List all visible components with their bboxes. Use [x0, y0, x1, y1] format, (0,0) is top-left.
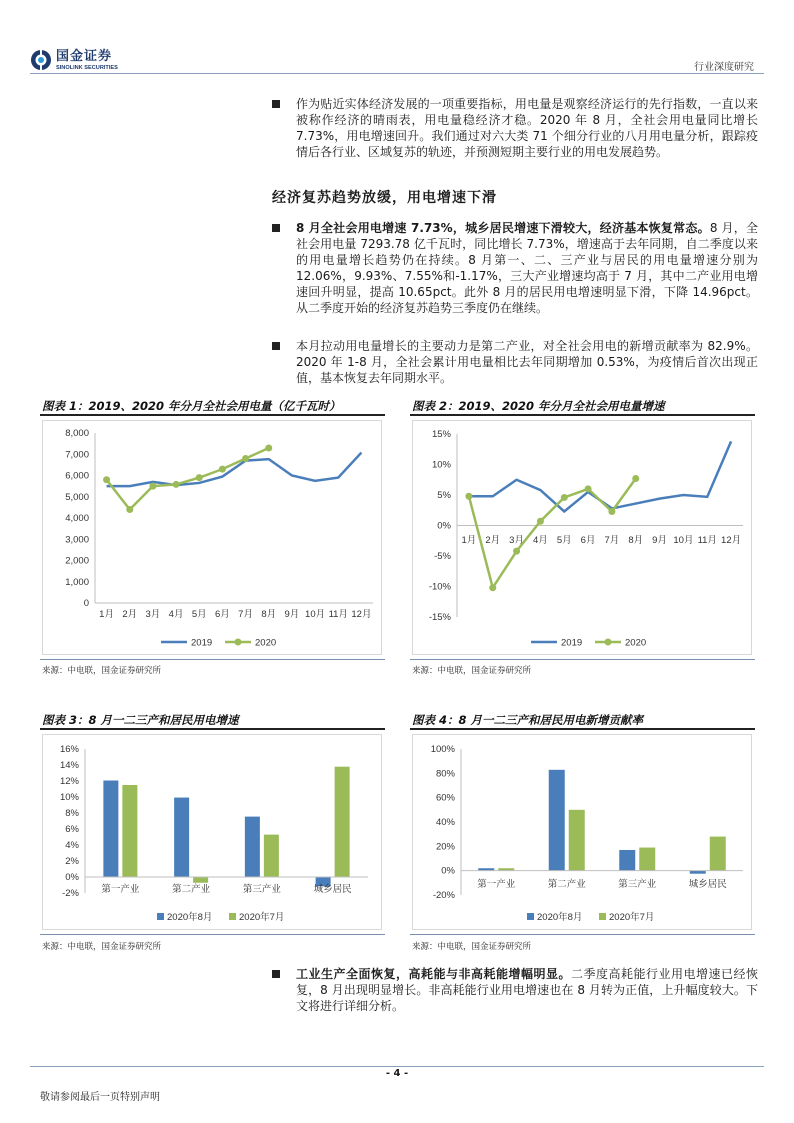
chart3-title: 图表 3：8 月一二三产和居民用电增速 — [42, 713, 239, 727]
bar-2020年8月 — [103, 781, 118, 877]
bar-2020年7月 — [639, 848, 655, 871]
bullet-icon — [272, 342, 280, 350]
y-tick-label: 1,000 — [65, 576, 89, 588]
data-point — [126, 506, 133, 513]
legend-marker — [605, 639, 612, 646]
bar-2020年7月 — [122, 785, 137, 877]
bar-2020年7月 — [264, 835, 279, 877]
x-tick-label: 12月 — [721, 535, 742, 546]
legend-swatch — [157, 913, 164, 920]
y-tick-label: -10% — [428, 581, 451, 593]
x-tick-label: 7月 — [604, 535, 620, 546]
bar-2020年7月 — [193, 877, 208, 883]
y-tick-label: 0% — [437, 520, 451, 532]
y-tick-label: 0 — [83, 598, 89, 609]
legend-label: 2020年8月 — [537, 912, 583, 923]
y-tick-label: 14% — [59, 760, 79, 771]
y-tick-label: 15% — [431, 429, 451, 440]
x-tick-label: 10月 — [305, 609, 326, 620]
company-logo — [30, 44, 150, 76]
y-tick-label: 80% — [435, 768, 455, 780]
bar-2020年7月 — [335, 767, 350, 877]
data-point — [103, 476, 110, 483]
chart1-title: 图表 1：2019、2020 年分月全社会用电量（亿千瓦时） — [42, 399, 341, 413]
legend-swatch — [229, 913, 236, 920]
x-tick-label: 第二产业 — [172, 884, 211, 895]
chart1-box — [42, 420, 382, 655]
data-point — [632, 475, 639, 482]
legend-swatch — [599, 913, 606, 920]
y-tick-label: 60% — [435, 792, 455, 804]
y-tick-label: 4,000 — [65, 513, 89, 524]
chart3-source: 来源：中电联，国金证券研究所 — [42, 942, 162, 952]
data-point — [513, 548, 520, 555]
chart4-bottom-rule — [410, 934, 755, 935]
point1-bold: 8 月全社会用电增速 7.73%，城乡居民增速下滑较大，经济基本恢复常态。 — [296, 221, 710, 235]
data-point — [149, 483, 156, 490]
y-tick-label: 3,000 — [65, 534, 89, 546]
y-tick-label: 40% — [435, 817, 455, 828]
data-point — [219, 466, 226, 473]
legend-label: 2020年7月 — [239, 912, 285, 923]
y-tick-label: 100% — [430, 744, 455, 755]
logo-cn-text: 国金证券 — [56, 48, 113, 64]
x-tick-label: 6月 — [580, 535, 596, 546]
legend-label: 2020年8月 — [167, 912, 213, 923]
x-tick-label: 5月 — [556, 535, 572, 546]
y-tick-label: 2,000 — [65, 555, 89, 567]
chart3-svg — [43, 735, 383, 931]
y-tick-label: 7,000 — [65, 449, 89, 461]
chart1-svg — [43, 421, 383, 656]
bar-2020年8月 — [619, 850, 635, 871]
x-tick-label: 第一产业 — [101, 884, 140, 895]
y-tick-label: 8% — [65, 808, 79, 819]
data-point — [196, 474, 203, 481]
x-tick-label: 2月 — [485, 535, 501, 546]
y-tick-label: 16% — [59, 744, 79, 755]
y-tick-label: 4% — [65, 840, 79, 851]
bullet-icon — [272, 100, 280, 108]
chart2-top-rule — [410, 414, 755, 416]
report-type: 行业深度研究 — [694, 62, 754, 73]
x-tick-label: 2月 — [122, 609, 138, 620]
x-tick-label: 第二产业 — [547, 879, 586, 890]
data-point — [465, 493, 472, 500]
chart4-box — [412, 734, 752, 930]
chart2-bottom-rule — [410, 659, 755, 660]
y-tick-label: 8,000 — [65, 428, 89, 439]
chart2-box — [412, 420, 752, 655]
x-tick-label: 8月 — [261, 609, 277, 620]
bullet-icon — [272, 970, 280, 978]
data-point — [561, 494, 568, 501]
x-tick-label: 1月 — [99, 609, 114, 620]
data-point — [242, 455, 249, 462]
chart2-svg — [413, 421, 753, 656]
x-tick-label: 11月 — [697, 535, 717, 546]
x-tick-label: 城乡居民 — [313, 884, 352, 895]
y-tick-label: 6% — [65, 824, 79, 835]
x-tick-label: 3月 — [509, 535, 524, 546]
bar-2020年7月 — [569, 810, 585, 871]
y-tick-label: -20% — [432, 890, 455, 901]
y-tick-label: 5,000 — [65, 491, 89, 503]
data-point — [265, 445, 272, 452]
legend-label: 2019 — [561, 637, 583, 649]
chart3-top-rule — [40, 728, 385, 730]
chart3-bottom-rule — [40, 934, 385, 935]
point3-text: 二季度高耗能行业用电增速已经恢复，8 月出现明显增长。非高耗能行业用电增速也在 8 月转为正值，上升幅度较大。下文将进行详细分析。 — [296, 967, 758, 1013]
legend-label: 2020 — [255, 637, 277, 649]
x-tick-label: 4月 — [533, 535, 548, 546]
logo-icon — [30, 49, 52, 71]
bar-2020年7月 — [710, 837, 726, 871]
x-tick-label: 9月 — [284, 609, 300, 620]
x-tick-label: 城乡居民 — [688, 879, 727, 890]
chart1-bottom-rule — [40, 659, 385, 660]
x-tick-label: 5月 — [191, 609, 207, 620]
x-tick-label: 12月 — [351, 609, 372, 620]
x-tick-label: 8月 — [628, 535, 644, 546]
x-tick-label: 第三产业 — [618, 879, 657, 890]
x-tick-label: 7月 — [238, 609, 253, 620]
x-tick-label: 6月 — [215, 609, 230, 620]
series-line-2019 — [107, 453, 362, 487]
y-tick-label: 12% — [59, 776, 79, 787]
data-point — [173, 481, 180, 488]
y-tick-label: 5% — [437, 490, 451, 501]
bar-2020年8月 — [245, 817, 260, 877]
bar-2020年8月 — [174, 798, 189, 877]
chart1-source: 来源：中电联，国金证券研究所 — [42, 666, 162, 676]
y-tick-label: 20% — [435, 841, 455, 853]
page-number: - 4 - — [385, 1068, 409, 1079]
y-tick-label: -5% — [434, 551, 451, 562]
legend-label: 2019 — [191, 637, 213, 649]
header-divider — [30, 73, 764, 74]
x-tick-label: 第一产业 — [477, 879, 516, 890]
x-tick-label: 4月 — [168, 609, 184, 620]
chart4-title: 图表 4：8 月一二三产和居民用电新增贡献率 — [412, 713, 644, 727]
chart4-top-rule — [410, 728, 755, 730]
data-point — [585, 485, 592, 492]
chart4-svg — [413, 735, 753, 931]
x-tick-label: 1月 — [461, 535, 477, 546]
y-tick-label: 0% — [441, 865, 455, 877]
x-tick-label: 10月 — [673, 535, 694, 546]
chart4-source: 来源：中电联，国金证券研究所 — [412, 942, 532, 952]
point3-bold: 工业生产全面恢复，高耗能与非高耗能增幅明显。 — [296, 967, 571, 981]
y-tick-label: 10% — [431, 459, 451, 471]
y-tick-label: -2% — [62, 888, 79, 899]
y-tick-label: 6,000 — [65, 470, 89, 482]
data-point — [489, 584, 496, 591]
chart1-top-rule — [40, 414, 385, 416]
point2-paragraph: 本月拉动用电量增长的主要动力是第二产业，对全社会用电的新增贡献率为 82.9%。2020 年 1-8 月，全社会累计用电量相比去年同期增加 0.53%，为疫情后首次出现正值，基本恢复去年同期水平。 — [296, 339, 758, 385]
logo-en-text: SINOLINK SECURITIES — [56, 64, 118, 71]
chart2-source: 来源：中电联，国金证券研究所 — [412, 666, 532, 676]
x-tick-label: 3月 — [145, 609, 161, 620]
data-point — [608, 508, 615, 515]
y-tick-label: 2% — [65, 856, 79, 867]
point3-paragraph — [296, 966, 758, 1014]
data-point — [537, 518, 544, 525]
x-tick-label: 9月 — [652, 535, 667, 546]
footer-divider — [30, 1066, 764, 1067]
disclaimer: 敬请参阅最后一页特别声明 — [40, 1092, 160, 1103]
legend-label: 2020 — [625, 637, 647, 649]
chart3-box — [42, 734, 382, 930]
legend-swatch — [527, 913, 534, 920]
x-tick-label: 11月 — [328, 609, 348, 620]
chart2-title: 图表 2：2019、2020 年分月全社会用电量增速 — [412, 399, 665, 413]
bullet-icon — [272, 224, 280, 232]
y-tick-label: 0% — [65, 872, 79, 883]
y-tick-label: -15% — [428, 612, 451, 623]
y-tick-label: 10% — [59, 792, 79, 803]
section-title: 经济复苏趋势放缓，用电增速下滑 — [272, 190, 497, 206]
legend-marker — [235, 639, 242, 646]
legend-label: 2020年7月 — [609, 912, 655, 923]
x-tick-label: 第三产业 — [242, 884, 281, 895]
point1-paragraph — [296, 220, 758, 316]
bar-2020年8月 — [549, 770, 565, 871]
intro-paragraph: 作为贴近实体经济发展的一项重要指标，用电量是观察经济运行的先行指数，一直以来被称作经济的晴雨表，用电量稳经济才稳。2020 年 8 月，全社会用电量同比增长 7.73%，用电增速回升。我们通过对六大类 71 个细分行业的八月用电量分析，跟踪疫情后各行业、区域复苏的轨迹，并预测短期主要行业的用电发展趋势。 — [296, 97, 758, 159]
point1-text: 8 月，全社会用电量 7293.78 亿千瓦时，同比增长 7.73%，增速高于去年同期，自二季度以来的用电量增长趋势仍在持续。8 月第一、二、三产业与居民的用电量增速分别为 12.06%，9.93%、7.55%和-1.17%，三大产业增速均高于 7 月，其中二产业用电增速回升明显，提高 10.65pct。此外 8 月的居民用电增速明显下滑，下降 14.96pct。从二季度开始的经济复苏趋势三季度仍在继续。 — [296, 221, 758, 315]
